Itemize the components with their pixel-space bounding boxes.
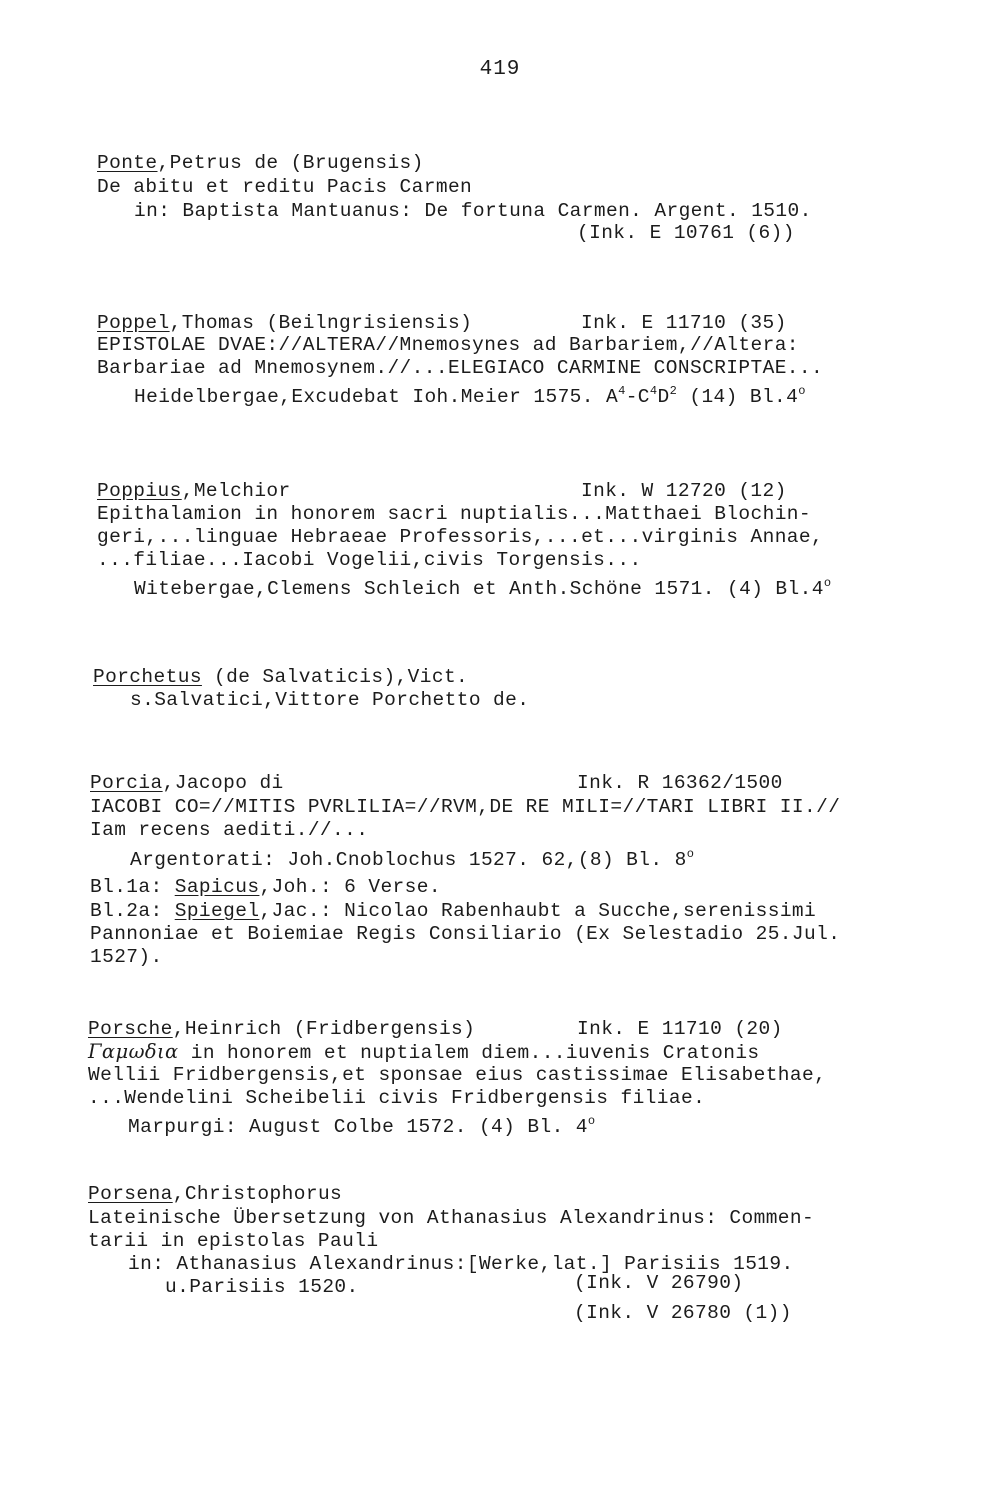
entry-line: EPISTOLAE DVAE://ALTERA//Mnemosynes ad Barbariem,//Altera: xyxy=(97,334,799,356)
page-number: 419 xyxy=(479,58,521,81)
entry-line: De abitu et reditu Pacis Carmen xyxy=(97,176,473,198)
imprint-text: Heidelbergae,Excudebat Ioh.Meier 1575. A xyxy=(134,386,619,408)
imprint-text: Witebergae,Clemens Schleich et Anth.Schöne 1571. (4) Bl.4 xyxy=(134,578,824,600)
note-line: 1527). xyxy=(90,946,163,968)
format-degree: o xyxy=(587,1114,596,1128)
note-text: ,Joh.: 6 Verse. xyxy=(259,876,441,898)
entry-line: geri,...linguae Hebraeae Professoris,...et...virginis Annae, xyxy=(97,526,824,548)
note-prefix: Bl.1a: xyxy=(90,876,175,898)
imprint-line xyxy=(128,1110,595,1138)
shelfmark: (Ink. V 26790) xyxy=(574,1272,744,1294)
entry-heading xyxy=(88,1183,342,1205)
shelfmark: Ink. W 12720 (12) xyxy=(581,480,787,502)
entry-line: u.Parisiis 1520. xyxy=(165,1276,359,1298)
note-name: Spiegel xyxy=(174,900,260,922)
entry-line xyxy=(88,1041,760,1064)
signature-text: D xyxy=(657,386,670,408)
shelfmark: (Ink. E 10761 (6)) xyxy=(577,222,795,244)
imprint-text: Argentorati: Joh.Cnoblochus 1527. 62,(8) Bl. 8 xyxy=(130,849,687,871)
greek-title: Γαμωδια xyxy=(88,1040,179,1063)
entry-line: in: Athanasius Alexandrinus:[Werke,lat.] Parisiis 1519. xyxy=(128,1253,794,1275)
entry-heading-rest: ,Jacopo di xyxy=(162,772,284,794)
entry-heading xyxy=(93,666,468,688)
entry-surname: Poppel xyxy=(97,312,170,334)
format-degree: o xyxy=(798,384,806,398)
note-text: ,Jac.: Nicolao Rabenhaubt a Sucche,serenissimi xyxy=(259,900,817,922)
entry-heading xyxy=(97,152,424,174)
signature-sup: 2 xyxy=(669,384,678,398)
signature-sup: 4 xyxy=(649,384,658,398)
entry-heading-rest: (de Salvaticis),Vict. xyxy=(201,666,469,688)
imprint-tail: (14) Bl.4 xyxy=(677,386,799,408)
entry-line: Epithalamion in honorem sacri nuptialis...Matthaei Blochin- xyxy=(97,503,812,525)
entry-line: IACOBI CO=//MITIS PVRLILIA=//RVM,DE RE MILI=//TARI LIBRI II.// xyxy=(90,796,841,818)
entry-heading-rest: ,Heinrich (Fridbergensis) xyxy=(172,1018,476,1040)
note-prefix: Bl.2a: xyxy=(90,900,175,922)
format-degree: o xyxy=(686,847,695,861)
note-line: Pannoniae et Boiemiae Regis Consiliario (Ex Selestadio 25.Jul. xyxy=(90,923,841,945)
imprint-line xyxy=(134,572,831,600)
note-line xyxy=(90,876,441,898)
entry-heading-rest: ,Melchior xyxy=(181,480,291,502)
entry-heading-rest: ,Petrus de (Brugensis) xyxy=(157,152,424,174)
imprint-text: Marpurgi: August Colbe 1572. (4) Bl. 4 xyxy=(128,1116,588,1138)
note-line xyxy=(90,900,816,922)
entry-surname: Porcia xyxy=(90,772,163,794)
shelfmark: Ink. R 16362/1500 xyxy=(577,772,783,794)
entry-heading xyxy=(88,1018,475,1040)
entry-surname: Ponte xyxy=(97,152,158,174)
entry-heading xyxy=(97,312,472,334)
entry-line: ...filiae...Iacobi Vogelii,civis Torgensis... xyxy=(97,549,642,571)
shelfmark: Ink. E 11710 (20) xyxy=(577,1018,783,1040)
entry-heading-rest: ,Christophorus xyxy=(172,1183,343,1205)
imprint-line xyxy=(130,843,694,871)
signature-sup: 4 xyxy=(618,384,626,398)
entry-line-text: in honorem et nuptialem diem...iuvenis Cratonis xyxy=(178,1042,760,1064)
entry-surname: Porsena xyxy=(88,1183,173,1205)
entry-line: in: Baptista Mantuanus: De fortuna Carmen. Argent. 1510. xyxy=(134,200,812,222)
cross-reference: s.Salvatici,Vittore Porchetto de. xyxy=(130,689,530,711)
entry-line: tarii in epistolas Pauli xyxy=(88,1230,379,1252)
entry-surname: Poppius xyxy=(97,480,182,502)
entry-line: ...Wendelini Scheibelii civis Fridbergensis filiae. xyxy=(88,1087,706,1109)
entry-heading xyxy=(97,480,291,502)
entry-line: Iam recens aediti.//... xyxy=(90,819,369,841)
entry-line: Barbariae ad Mnemosynem.//...ELEGIACO CARMINE CONSCRIPTAE... xyxy=(97,357,824,379)
entry-heading xyxy=(90,772,284,794)
shelfmark: (Ink. V 26780 (1)) xyxy=(574,1302,792,1324)
entry-surname: Porchetus xyxy=(93,666,202,688)
entry-line: Wellii Fridbergensis,et sponsae eius castissimae Elisabethae, xyxy=(88,1064,827,1086)
signature-text: -C xyxy=(625,386,650,408)
imprint-line xyxy=(134,380,806,408)
entry-surname: Porsche xyxy=(88,1018,173,1040)
format-degree: o xyxy=(823,576,832,590)
entry-heading-rest: ,Thomas (Beilngrisiensis) xyxy=(169,312,473,334)
shelfmark: Ink. E 11710 (35) xyxy=(581,312,787,334)
entry-line: Lateinische Übersetzung von Athanasius Alexandrinus: Commen- xyxy=(88,1207,815,1229)
note-name: Sapicus xyxy=(174,876,260,898)
